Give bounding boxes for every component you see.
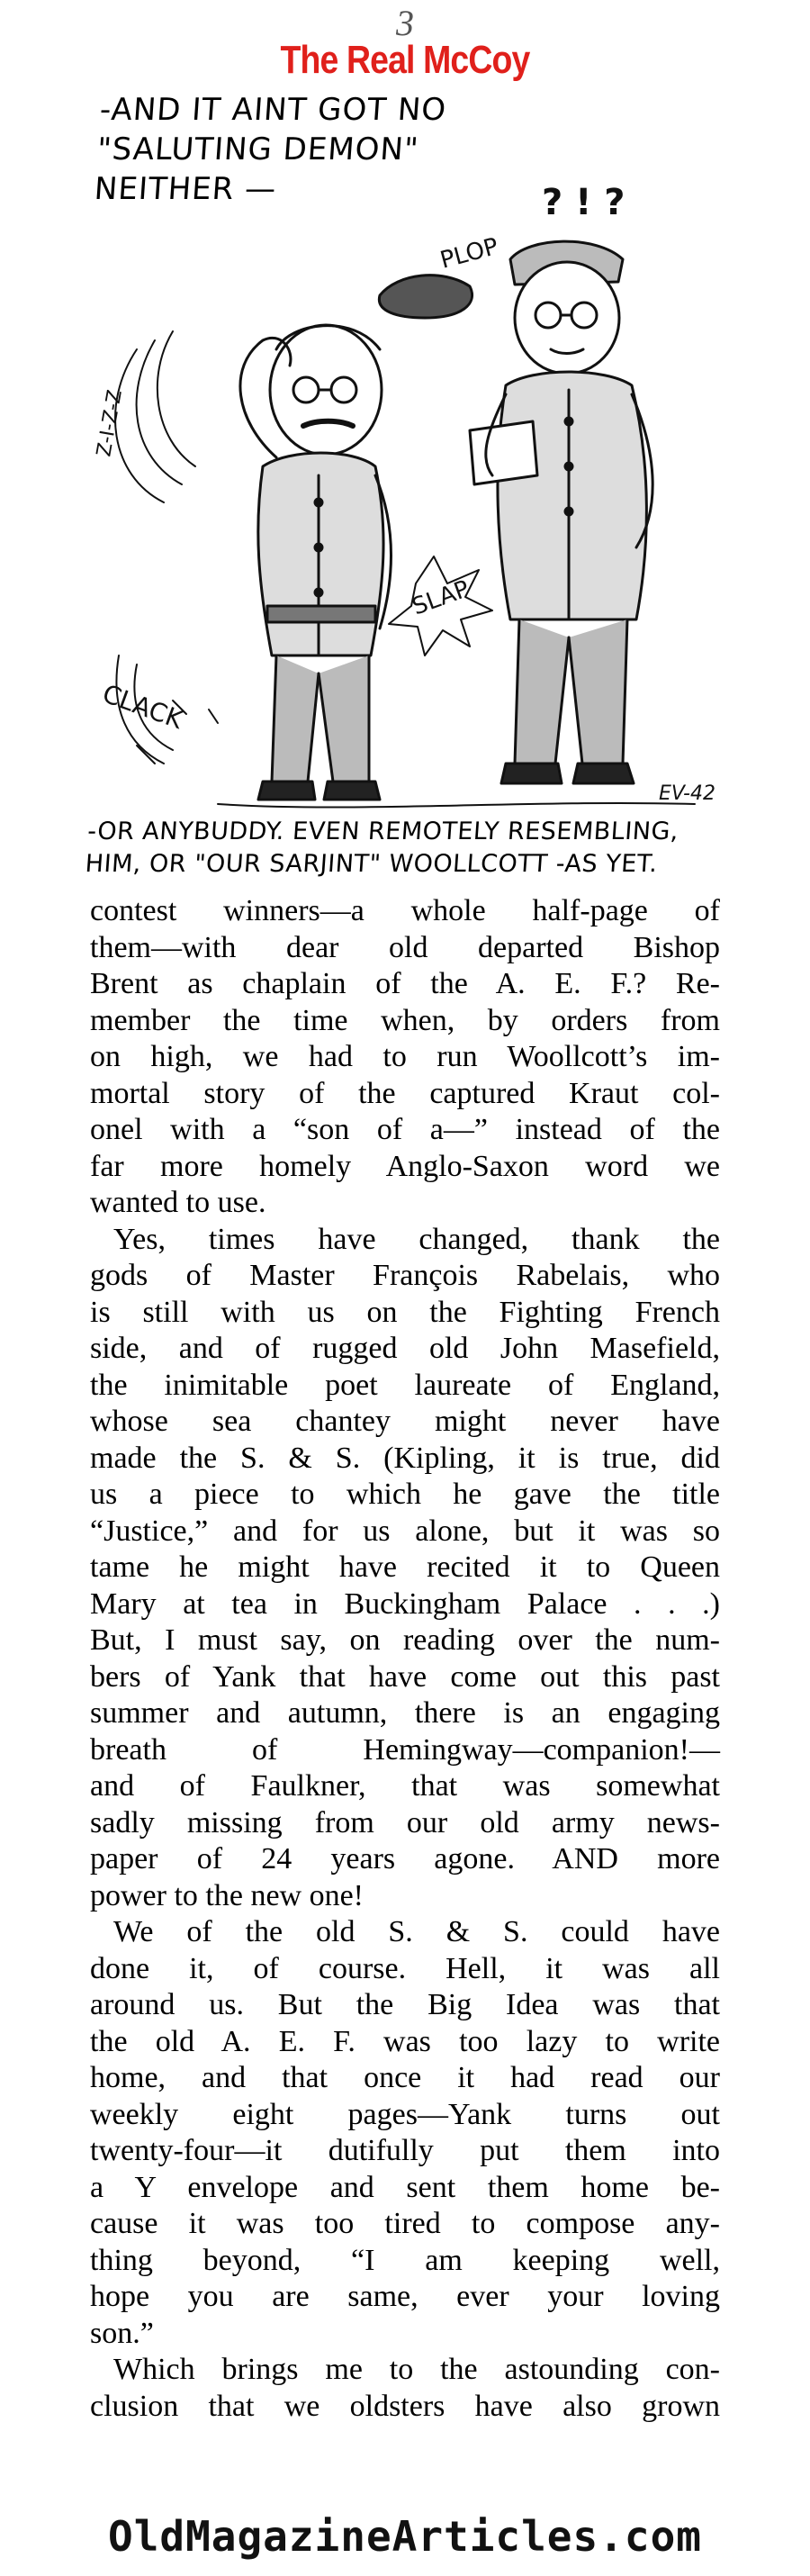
site-watermark: OldMagazineArticles.com: [108, 2512, 702, 2561]
article-line: But, I must say, on reading over the num-: [90, 1623, 720, 1657]
article-line: onel with a “son of a—” instead of the: [90, 1113, 720, 1146]
article-line: whose sea chantey might never have: [90, 1405, 720, 1438]
article-line: Brent as chaplain of the A. E. F.? Re-: [90, 967, 720, 1000]
article-line: wanted to use.: [90, 1186, 266, 1219]
article-line: thing beyond, “I am keeping well,: [90, 2243, 720, 2277]
article-line: done it, of course. Hell, it was all: [90, 1951, 720, 1985]
article-line: clusion that we oldsters have also grown: [90, 2389, 720, 2423]
sfx-question: ? ! ?: [542, 182, 626, 223]
article-line: is still with us on the Fighting French: [90, 1295, 720, 1329]
article-line: mortal story of the captured Kraut col-: [90, 1076, 720, 1110]
cartoon-caption-bottom-line-1: -OR ANYBUDDY. EVEN REMOTELY RESEMBLING,: [86, 818, 680, 845]
sfx-slap: SLAP: [409, 575, 473, 621]
article-line: son.”: [90, 2316, 154, 2350]
article-line: us a piece to which he gave the title: [90, 1478, 720, 1511]
article-line: on high, we had to run Woollcott’s im-: [90, 1040, 720, 1073]
article-line: member the time when, by orders from: [90, 1003, 720, 1037]
article-line: breath of Hemingway—companion!—: [90, 1732, 720, 1767]
sfx-clack: CLACK: [98, 678, 187, 736]
sfx-zizz: Z-I-Z-Z: [93, 388, 127, 459]
sfx-plop: PLOP: [437, 232, 501, 275]
article-line: and of Faulkner, that was somewhat: [90, 1769, 720, 1803]
page-title: The Real McCoy: [280, 38, 530, 82]
article-line: gods of Master François Rabelais, who: [90, 1259, 720, 1292]
article-line: around us. But the Big Idea was that: [90, 1988, 720, 2021]
article-line: the inimitable poet laureate of England,: [90, 1368, 720, 1402]
article-line: a Y envelope and sent them home be-: [90, 2170, 720, 2204]
article-line: Which brings me to the astounding con-: [113, 2353, 720, 2386]
article-line: “Justice,” and for us alone, but it was so: [90, 1514, 720, 1548]
article-line: summer and autumn, there is an engaging: [90, 1696, 720, 1730]
article-line: Yes, times have changed, thank the: [113, 1222, 720, 1256]
article-line: Mary at tea in Buckingham Palace . . .): [90, 1586, 720, 1621]
article-line: hope you are same, ever your loving: [90, 2280, 720, 2313]
article-line: twenty-four—it dutifully put them into: [90, 2134, 720, 2167]
article-line: cause it was too tired to compose any-: [90, 2207, 720, 2240]
article-line: far more homely Anglo-Saxon word we: [90, 1149, 720, 1183]
article-line: sadly missing from our old army news-: [90, 1805, 720, 1839]
article-line: them—with dear old departed Bishop: [90, 930, 720, 964]
article-line: power to the new one!: [90, 1878, 364, 1912]
cartoon-caption-top: -AND IT AINT GOT NO "SALUTING DEMON" NEITHER —: [93, 92, 448, 207]
cartoon-signature: EV-42: [659, 782, 716, 805]
article-line: weekly eight pages—Yank turns out: [90, 2097, 720, 2131]
article-line: We of the old S. & S. could have: [113, 1915, 720, 1948]
article-line: side, and of rugged old John Masefield,: [90, 1332, 720, 1365]
page-number: 3: [396, 3, 414, 43]
article-body: [90, 893, 720, 2425]
article-line: bers of Yank that have come out this past: [90, 1659, 720, 1694]
article-line: paper of 24 years agone. AND more: [90, 1842, 720, 1876]
cartoon-caption-bottom: [84, 816, 781, 881]
article-line: the old A. E. F. was too lazy to write: [90, 2024, 720, 2058]
cartoon-caption-bottom-line-2: HIM, OR "OUR SARJINT" WOOLLCOTT -AS YET.: [84, 850, 659, 878]
article-line: contest winners—a whole half-page of: [90, 894, 720, 927]
article-line: made the S. & S. (Kipling, it is true, did: [90, 1441, 720, 1475]
article-line: home, and that once it had read our: [90, 2061, 720, 2094]
article-line: tame he might have recited it to Queen: [90, 1550, 720, 1584]
